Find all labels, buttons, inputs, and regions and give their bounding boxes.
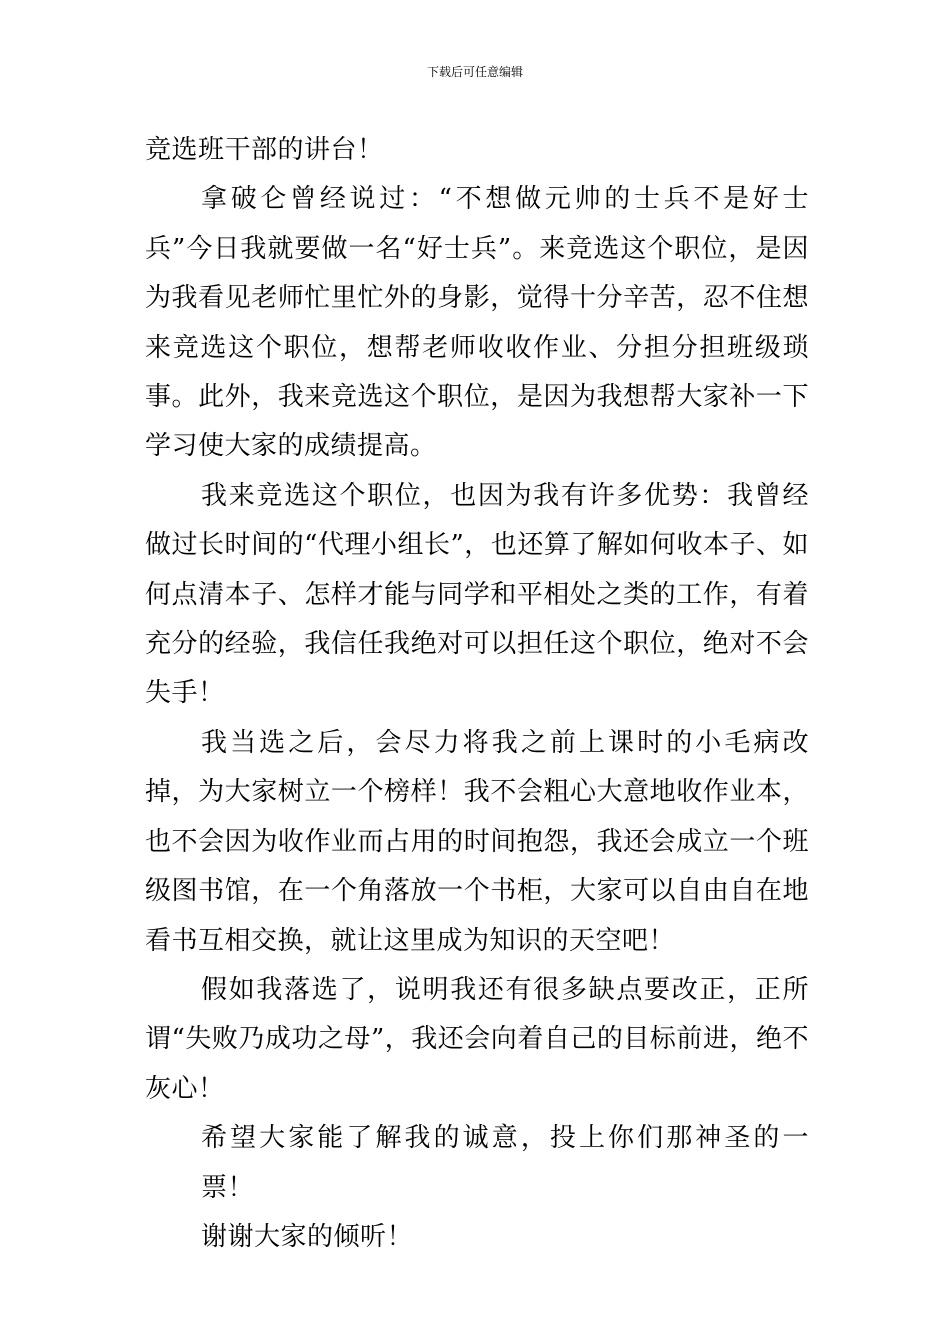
paragraph-plans: 我当选之后，会尽力将我之前上课时的小毛病改掉，为大家树立一个榜样！我不会粗心大意地收作业本，也不会因为收作业而占用的时间抱怨，我还会成立一个班级图书馆，在一个角落放一个书柜，大家可以自由自在地看书互相交换，就让这里成为知识的天空吧！ [145,727,809,956]
page-header: 下载后可任意编辑 [426,65,523,79]
paragraph-if-lose: 假如我落选了，说明我还有很多缺点要改正，正所谓“失败乃成功之母”，我还会向着自己的目标前进，绝不灰心！ [145,974,809,1104]
paragraph-thanks: 谢谢大家的倾听！ [201,1221,414,1252]
paragraph-opening: 竞选班干部的讲台！ [145,135,384,165]
paragraph-advantages: 我来竞选这个职位，也因为我有许多优势：我曾经做过长时间的“代理小组长”，也还算了解如何收本子、如何点清本子、怎样才能与同学和平相处之类的工作，有着充分的经验，我信任我绝对可以担任这个职位，绝对不会失手！ [145,480,809,709]
document-body [145,126,809,1262]
paragraph-motivation: 拿破仑曾经说过：“不想做元帅的士兵不是好士兵”今日我就要做一名“好士兵”。来竞选这个职位，是因为我看见老师忙里忙外的身影，觉得十分辛苦，忍不住想来竞选这个职位，想帮老师收收作业、分担分担班级琐事。此外，我来竞选这个职位，是因为我想帮大家补一下学习使大家的成绩提高。 [145,184,809,462]
paragraph-appeal: 希望大家能了解我的诚意，投上你们那神圣的一票！ [201,1123,809,1203]
